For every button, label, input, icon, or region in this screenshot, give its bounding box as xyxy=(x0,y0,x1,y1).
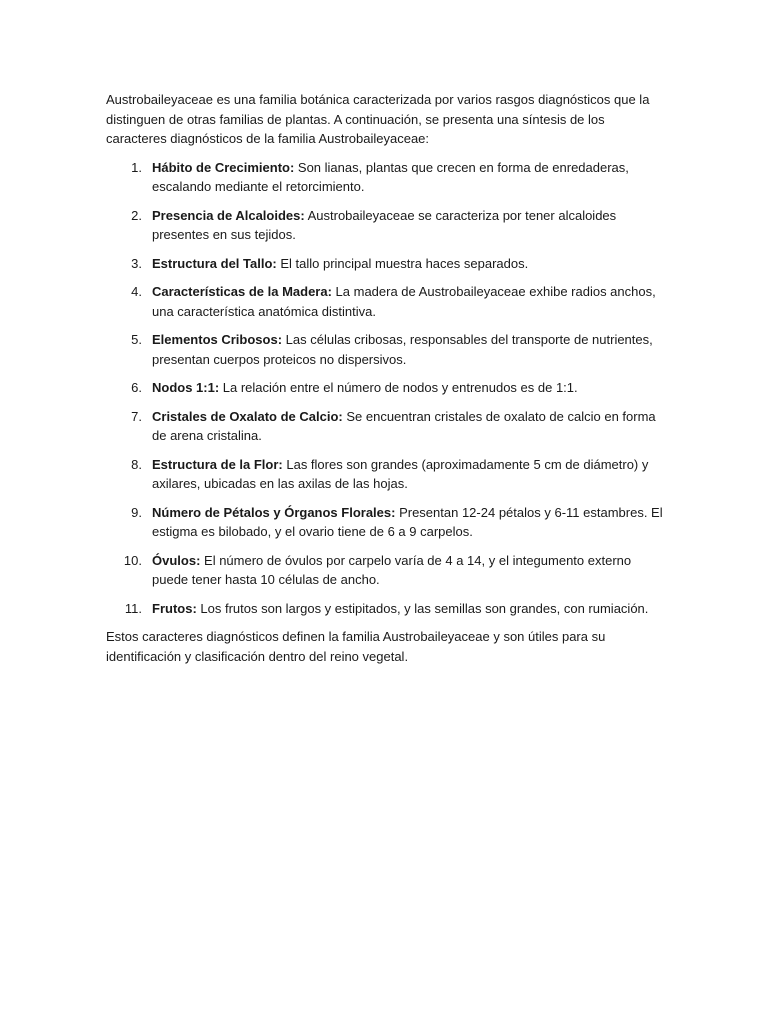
list-item-text: Las células cribosas, responsables del transporte de nutrientes, presentan cuerpos proteicos no dispersivos. xyxy=(152,332,653,367)
list-item-term: Frutos: xyxy=(152,600,197,616)
list-item-number: 1. xyxy=(131,159,142,175)
list-item xyxy=(106,551,668,590)
list-item-number: 5. xyxy=(131,332,142,347)
list-item-text: Las flores son grandes (aproximadamente 5 cm de diámetro) y axilares, ubicadas en las axilas de las hojas. xyxy=(152,456,649,491)
list-item-term: Estructura del Tallo: xyxy=(152,255,277,271)
list-item xyxy=(106,455,668,494)
list-item-number: 7. xyxy=(131,408,142,424)
intro-paragraph: Austrobaileyaceae es una familia botánica caracterizada por varios rasgos diagnósticos que la distinguen de otras familias de plantas. A continuación, se presenta una síntesis de los caracteres diagnósticos de la familia Austrobaileyaceae: xyxy=(106,92,650,146)
list-item-text: El tallo principal muestra haces separados. xyxy=(276,255,529,271)
list-item xyxy=(106,599,668,619)
list-item-text: Los frutos son largos y estipitados, y las semillas son grandes, con rumiación. xyxy=(196,600,649,616)
list-item-term: Hábito de Crecimiento: xyxy=(152,159,295,175)
list-item-term: Estructura de la Flor: xyxy=(152,456,283,472)
diagnostic-list xyxy=(106,158,668,619)
list-item-text: Presentan 12-24 pétalos y 6-11 estambres. El estigma es bilobado, y el ovario tiene de 6 a 9 carpelos. xyxy=(152,504,663,539)
list-item-number: 8. xyxy=(131,456,142,472)
list-item-number: 11. xyxy=(124,600,142,616)
list-item xyxy=(106,330,668,369)
list-item xyxy=(106,282,668,321)
list-item-term: Nodos 1:1: xyxy=(152,380,220,395)
list-item-text: Se encuentran cristales de oxalato de calcio en forma de arena cristalina. xyxy=(152,408,656,443)
list-item-term: Número de Pétalos y Órganos Florales: xyxy=(152,504,396,520)
list-item xyxy=(106,503,668,542)
list-item-number: 4. xyxy=(131,284,142,299)
list-item xyxy=(106,206,668,245)
list-item-number: 10. xyxy=(123,552,142,568)
conclusion-paragraph: Estos caracteres diagnósticos definen la familia Austrobaileyaceae y son útiles para su identificación y clasificación dentro del reino vegetal. xyxy=(106,629,606,664)
list-item-text: La relación entre el número de nodos y entrenudos es de 1:1. xyxy=(219,380,578,395)
list-item xyxy=(106,407,668,446)
list-item-number: 2. xyxy=(131,207,142,223)
list-item-text: Austrobaileyaceae se caracteriza por tener alcaloides presentes en sus tejidos. xyxy=(152,207,617,242)
list-item xyxy=(106,378,668,398)
list-item-number: 6. xyxy=(131,380,142,395)
list-item-term: Características de la Madera: xyxy=(152,284,332,299)
list-item-term: Óvulos: xyxy=(152,552,201,568)
list-item-number: 3. xyxy=(131,255,142,271)
list-item xyxy=(106,158,668,197)
list-item-term: Cristales de Oxalato de Calcio: xyxy=(152,408,343,424)
list-item-text: La madera de Austrobaileyaceae exhibe radios anchos, una característica anatómica distintiva. xyxy=(152,284,656,319)
list-item-term: Elementos Cribosos: xyxy=(152,332,283,347)
list-item-number: 9. xyxy=(131,504,142,520)
list-item-term: Presencia de Alcaloides: xyxy=(152,207,305,223)
list-item-text: El número de óvulos por carpelo varía de 4 a 14, y el integumento externo puede tener hasta 10 células de ancho. xyxy=(152,552,632,587)
list-item xyxy=(106,254,668,274)
list-item-text: Son lianas, plantas que crecen en forma de enredaderas, escalando mediante el retorcimiento. xyxy=(152,159,629,194)
